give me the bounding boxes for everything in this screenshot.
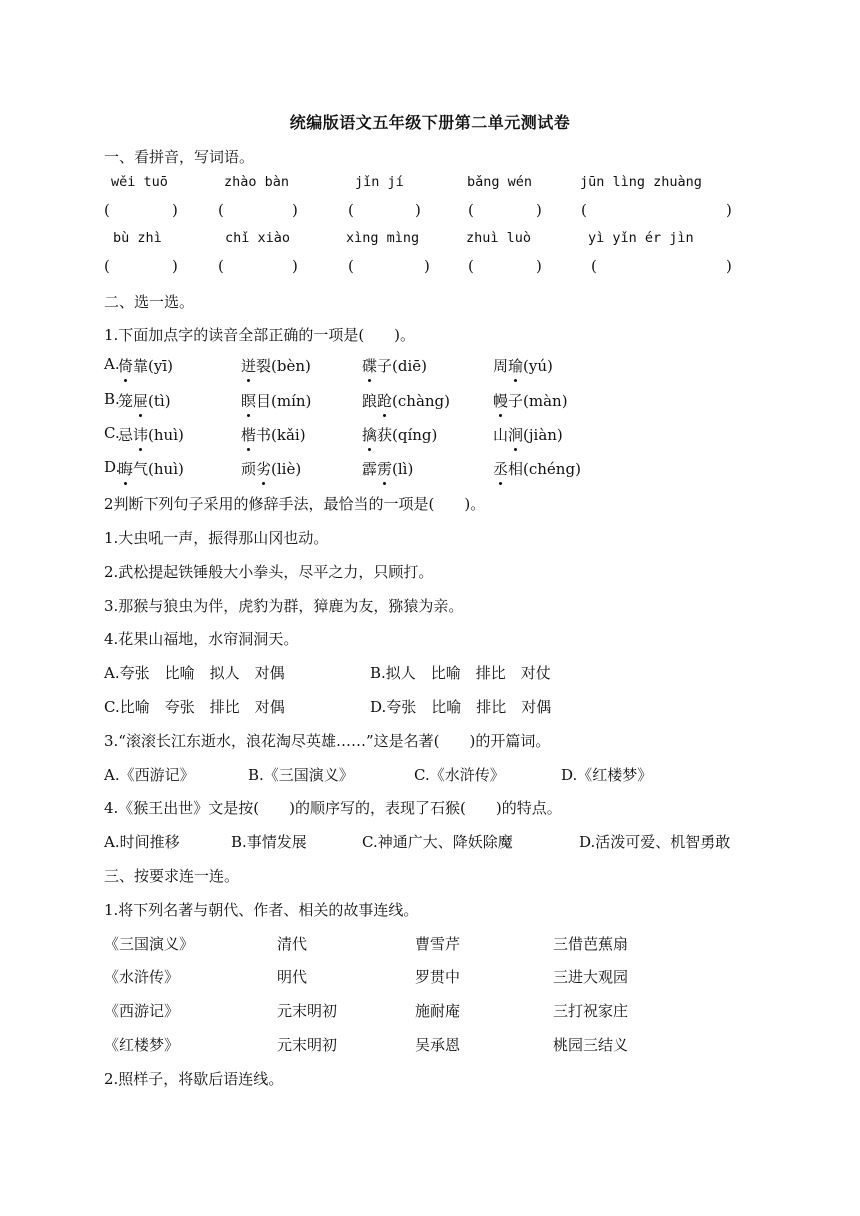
- dotted-character: 晦: [118, 458, 133, 479]
- word-rest: 目(mín): [256, 392, 312, 410]
- word-with-pinyin: [493, 458, 581, 479]
- option-d[interactable]: D.夸张 比喻 排比 对偶: [370, 698, 552, 716]
- dotted-character: 讳: [133, 424, 148, 445]
- option-label[interactable]: A.: [104, 355, 120, 373]
- dotted-character: 倚: [118, 355, 133, 376]
- book-title[interactable]: 《红楼梦》: [104, 1036, 180, 1054]
- word-rest: 相(chéng): [508, 460, 581, 478]
- emphasis-dot-icon: [139, 448, 142, 451]
- emphasis-dot-icon: [499, 482, 502, 485]
- dotted-character: 屉: [133, 390, 148, 411]
- option-label[interactable]: D.: [104, 458, 121, 476]
- emphasis-dot-icon: [247, 379, 250, 382]
- dynasty[interactable]: 清代: [277, 935, 308, 953]
- emphasis-dot-icon: [383, 414, 386, 417]
- dynasty[interactable]: 元末明初: [277, 1002, 338, 1020]
- word-rest: 气(huì): [133, 460, 184, 478]
- emphasis-dot-icon: [499, 414, 502, 417]
- author[interactable]: 吴承恩: [415, 1036, 461, 1054]
- story[interactable]: 三打祝家庄: [553, 1002, 629, 1020]
- word-rest: 靠(yī): [133, 357, 173, 375]
- dotted-character: 碟: [362, 355, 377, 376]
- question-2-3: 3.“滚滚长江东逝水，浪花淘尽英雄……”这是名著( )的开篇词。: [104, 732, 551, 750]
- section-2-heading: 二、选一选。: [104, 293, 195, 311]
- book-title[interactable]: 《三国演义》: [104, 935, 195, 953]
- emphasis-dot-icon: [383, 482, 386, 485]
- dotted-character: 山: [493, 426, 509, 444]
- word-rest: (huì): [148, 426, 184, 444]
- dotted-character: 雳: [377, 458, 392, 479]
- author[interactable]: 罗贯中: [415, 968, 461, 986]
- dotted-character: 忌: [118, 426, 134, 444]
- word-with-pinyin: [362, 458, 413, 479]
- word-rest: (lì): [392, 460, 414, 478]
- emphasis-dot-icon: [247, 414, 250, 417]
- sentence-1: 1.大虫吼一声，振得那山冈也动。: [104, 529, 329, 547]
- dotted-character: 周: [493, 357, 509, 375]
- option-b[interactable]: B.事情发展: [231, 833, 307, 851]
- emphasis-dot-icon: [124, 482, 127, 485]
- question-3-1: 1.将下列名著与朝代、作者、相关的故事连线。: [104, 901, 419, 919]
- word-with-pinyin: [362, 355, 427, 376]
- word-rest: 裂(bèn): [256, 357, 311, 375]
- option-d[interactable]: D.活泼可爱、机智勇敢: [579, 833, 731, 851]
- pinyin-item: xìng mìng: [346, 230, 420, 246]
- option-a[interactable]: A.《西游记》: [104, 766, 195, 784]
- word-with-pinyin: [493, 424, 563, 445]
- section-3-heading: 三、按要求连一连。: [104, 867, 240, 885]
- word-rest: 获(qíng): [377, 426, 438, 444]
- pinyin-item: bù zhì: [113, 230, 162, 246]
- word-rest: 子(màn): [508, 392, 568, 410]
- question-2-2: 2判断下列句子采用的修辞手法，最恰当的一项是( )。: [104, 495, 486, 513]
- question-2-4: 4.《猴王出世》文是按( )的顺序写的，表现了石猴( )的特点。: [104, 799, 562, 817]
- book-title[interactable]: 《水浒传》: [104, 968, 180, 986]
- word-with-pinyin: [118, 390, 171, 411]
- emphasis-dot-icon: [262, 482, 265, 485]
- dotted-character: 跄: [377, 390, 392, 411]
- option-c[interactable]: C.神通广大、降妖除魔: [362, 833, 513, 851]
- option-b[interactable]: B.拟人 比喻 排比 对仗: [370, 664, 551, 682]
- question-2-1: 1.下面加点字的读音全部正确的一项是( )。: [104, 326, 416, 344]
- dotted-character: 霹: [362, 460, 378, 478]
- dotted-character: 擒: [362, 424, 377, 445]
- word-with-pinyin: [362, 390, 450, 411]
- pinyin-item: bǎng wén: [467, 174, 533, 190]
- option-label[interactable]: B.: [104, 390, 120, 408]
- dotted-character: 劣: [256, 458, 271, 479]
- dotted-character: 笼: [118, 392, 134, 410]
- dotted-character: 瞑: [241, 390, 256, 411]
- option-d[interactable]: D.《红楼梦》: [561, 766, 653, 784]
- emphasis-dot-icon: [247, 448, 250, 451]
- pinyin-item: chǐ xiào: [225, 230, 291, 246]
- emphasis-dot-icon: [368, 448, 371, 451]
- word-with-pinyin: [241, 458, 301, 479]
- page-title: 统编版语文五年级下册第二单元测试卷: [289, 113, 571, 132]
- pinyin-item: zhuì luò: [466, 230, 532, 246]
- word-with-pinyin: [118, 458, 184, 479]
- word-rest: (chàng): [392, 392, 451, 410]
- sentence-2: 2.武松提起铁锤般大小拳头，尽平之力，只顾打。: [104, 563, 434, 581]
- dotted-character: 幔: [493, 390, 508, 411]
- word-with-pinyin: [241, 424, 306, 445]
- story[interactable]: 桃园三结义: [553, 1036, 629, 1054]
- emphasis-dot-icon: [139, 414, 142, 417]
- word-with-pinyin: [362, 424, 437, 445]
- dotted-character: 踉: [362, 392, 378, 410]
- word-rest: (yú): [523, 357, 553, 375]
- dynasty[interactable]: 明代: [277, 968, 308, 986]
- word-rest: 书(kǎi): [256, 426, 306, 444]
- pinyin-item: yì yǐn ér jìn: [588, 230, 694, 246]
- pinyin-item: zhào bàn: [224, 174, 290, 190]
- word-with-pinyin: [118, 424, 184, 445]
- word-rest: 子(diē): [377, 357, 427, 375]
- option-a[interactable]: A.夸张 比喻 拟人 对偶: [104, 664, 285, 682]
- question-3-2: 2.照样子，将歇后语连线。: [104, 1070, 284, 1088]
- sentence-4: 4.花果山福地，水帘洞洞天。: [104, 630, 299, 648]
- emphasis-dot-icon: [514, 379, 517, 382]
- author[interactable]: 曹雪芹: [415, 935, 461, 953]
- option-c[interactable]: C.比喻 夸张 排比 对偶: [104, 698, 285, 716]
- dotted-character: 丞: [493, 458, 508, 479]
- story[interactable]: 三借芭蕉扇: [553, 935, 629, 953]
- pinyin-item: jūn lìng zhuàng: [580, 174, 702, 190]
- dotted-character: 涧: [508, 424, 523, 445]
- word-rest: (tì): [148, 392, 171, 410]
- emphasis-dot-icon: [124, 379, 127, 382]
- option-c[interactable]: C.《水浒传》: [414, 766, 505, 784]
- emphasis-dot-icon: [514, 448, 517, 451]
- book-title[interactable]: 《西游记》: [104, 1002, 180, 1020]
- word-with-pinyin: [493, 390, 568, 411]
- section-1-heading: 一、看拼音，写词语。: [104, 148, 255, 166]
- dotted-character: 顽: [241, 460, 257, 478]
- pinyin-item: wěi tuō: [111, 174, 168, 190]
- word-with-pinyin: [241, 390, 311, 411]
- story[interactable]: 三进大观园: [553, 968, 629, 986]
- pinyin-item: jǐn jí: [355, 174, 404, 190]
- word-rest: (liè): [271, 460, 302, 478]
- sentence-3: 3.那猴与狼虫为伴，虎豹为群，獐鹿为友，猕猿为亲。: [104, 597, 464, 615]
- emphasis-dot-icon: [368, 379, 371, 382]
- word-with-pinyin: [241, 355, 311, 376]
- dotted-character: 迸: [241, 355, 256, 376]
- option-a[interactable]: A.时间推移: [104, 833, 180, 851]
- dotted-character: 瑜: [508, 355, 523, 376]
- dynasty[interactable]: 元末明初: [277, 1036, 338, 1054]
- word-with-pinyin: [493, 355, 553, 376]
- word-rest: (jiàn): [523, 426, 563, 444]
- word-with-pinyin: [118, 355, 173, 376]
- author[interactable]: 施耐庵: [415, 1002, 461, 1020]
- option-b[interactable]: B.《三国演义》: [248, 766, 354, 784]
- dotted-character: 楷: [241, 424, 256, 445]
- option-label[interactable]: C.: [104, 424, 120, 442]
